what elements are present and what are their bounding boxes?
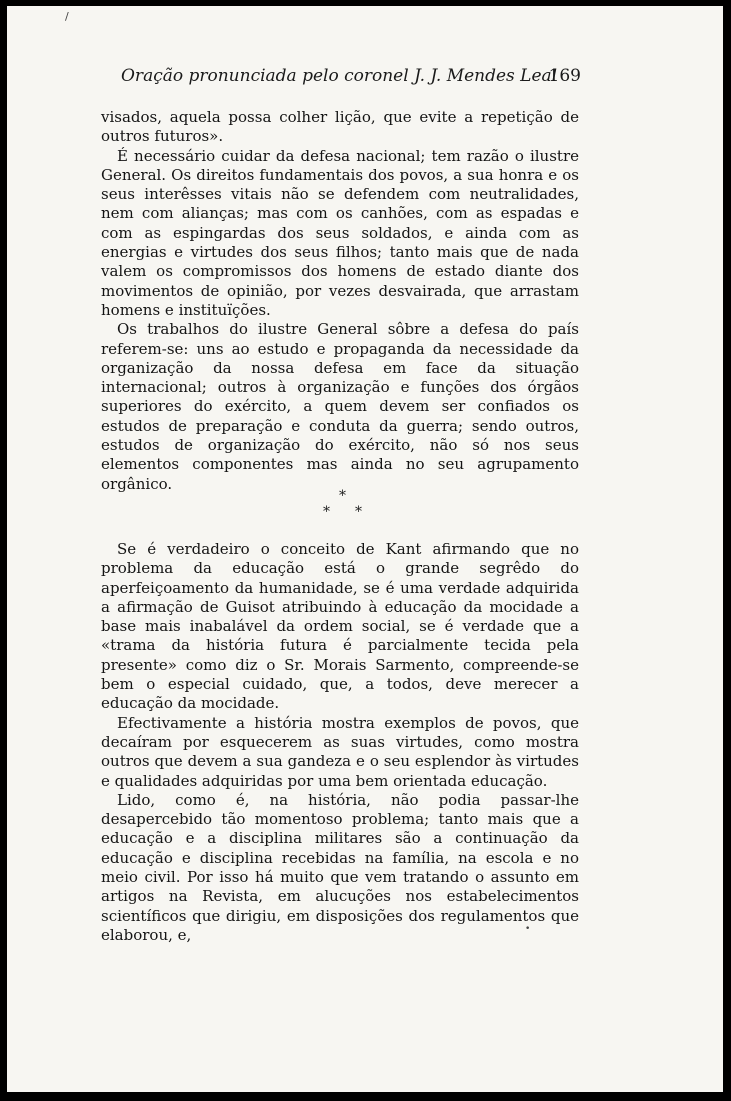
corner-ink-mark: / [65, 10, 69, 23]
asterisk: * [355, 504, 362, 520]
paragraph: Lido, como é, na história, não podia passar-lhe desapercebido tão momentoso problema; tanto mais que a educação e a disciplina militares são a continuação da educação e disciplina recebidas na família, na escola e no meio civil. Por isso há muito que vem tratando o assunto em artigos na Revista, em alucuções nos estabelecimentos scientíficos que dirigiu, em disposições dos regulamentos que elaborou, e, [101, 790, 579, 944]
paragraph: É necessário cuidar da defesa nacional; tem razão o ilustre General. Os direitos fundamentais dos povos, a sua honra e os seus interêsses vitais não se defendem com neutralidades, nem com alianças; mas com os canhões, com as espadas e com as espingardas dos seus soldados, e ainda com as energias e virtudes dos seus filhos; tanto mais que de nada valem os compromissos dos homens de estado diante dos movimentos de opinião, por vezes desvairada, que arrastam homens e instituïções. [101, 146, 579, 319]
page-number: 169 [548, 66, 581, 86]
running-title: Oração pronunciada pelo coronel J. J. Mendes Leal [121, 66, 558, 86]
asterisk: * [339, 488, 346, 504]
ink-speck: • [525, 924, 531, 934]
asterisk: * [323, 504, 330, 520]
paragraph: visados, aquela possa colher lição, que evite a repetição de outros futuros». [101, 108, 579, 146]
paragraph: Se é verdadeiro o conceito de Kant afirmando que no problema da educação está o grande segrêdo do aperfeiçoamento da humanidade, se é uma verdade adquirida a afirmação de Guisot atribuindo à educação da mocidade a base mais inabalável da ordem social, se é verdade que a «trama da história futura é parcialmente tecida pela presente» como diz o Sr. Morais Sarmento, compreende-se bem o especial cuidado, que, a todos, deve merecer a educação da mocidade. [101, 540, 579, 713]
body-section-educacao [101, 540, 579, 945]
body-section-defesa [101, 108, 579, 494]
paragraph: Efectivamente a história mostra exemplos de povos, que decaíram por esquecerem as suas virtudes, como mostra outros que devem a sua gandeza e o seu esplendor às virtudes e qualidades adquiridas por uma bem orientada educação. [101, 713, 579, 790]
scanned-page [7, 6, 723, 1092]
page-header [121, 64, 581, 92]
paragraph: Os trabalhos do ilustre General sôbre a defesa do país referem-se: uns ao estudo e propaganda da necessidade da organização da nossa defesa em face da situação internacional; outros à organização e funções dos órgãos superiores do exército, a quem devem ser confiados os estudos de preparação e conduta da guerra; sendo outros, estudos de organização do exército, não só nos seus elementos componentes mas ainda no seu agrupamento orgânico. [101, 320, 579, 493]
section-divider-asterism [307, 488, 387, 524]
